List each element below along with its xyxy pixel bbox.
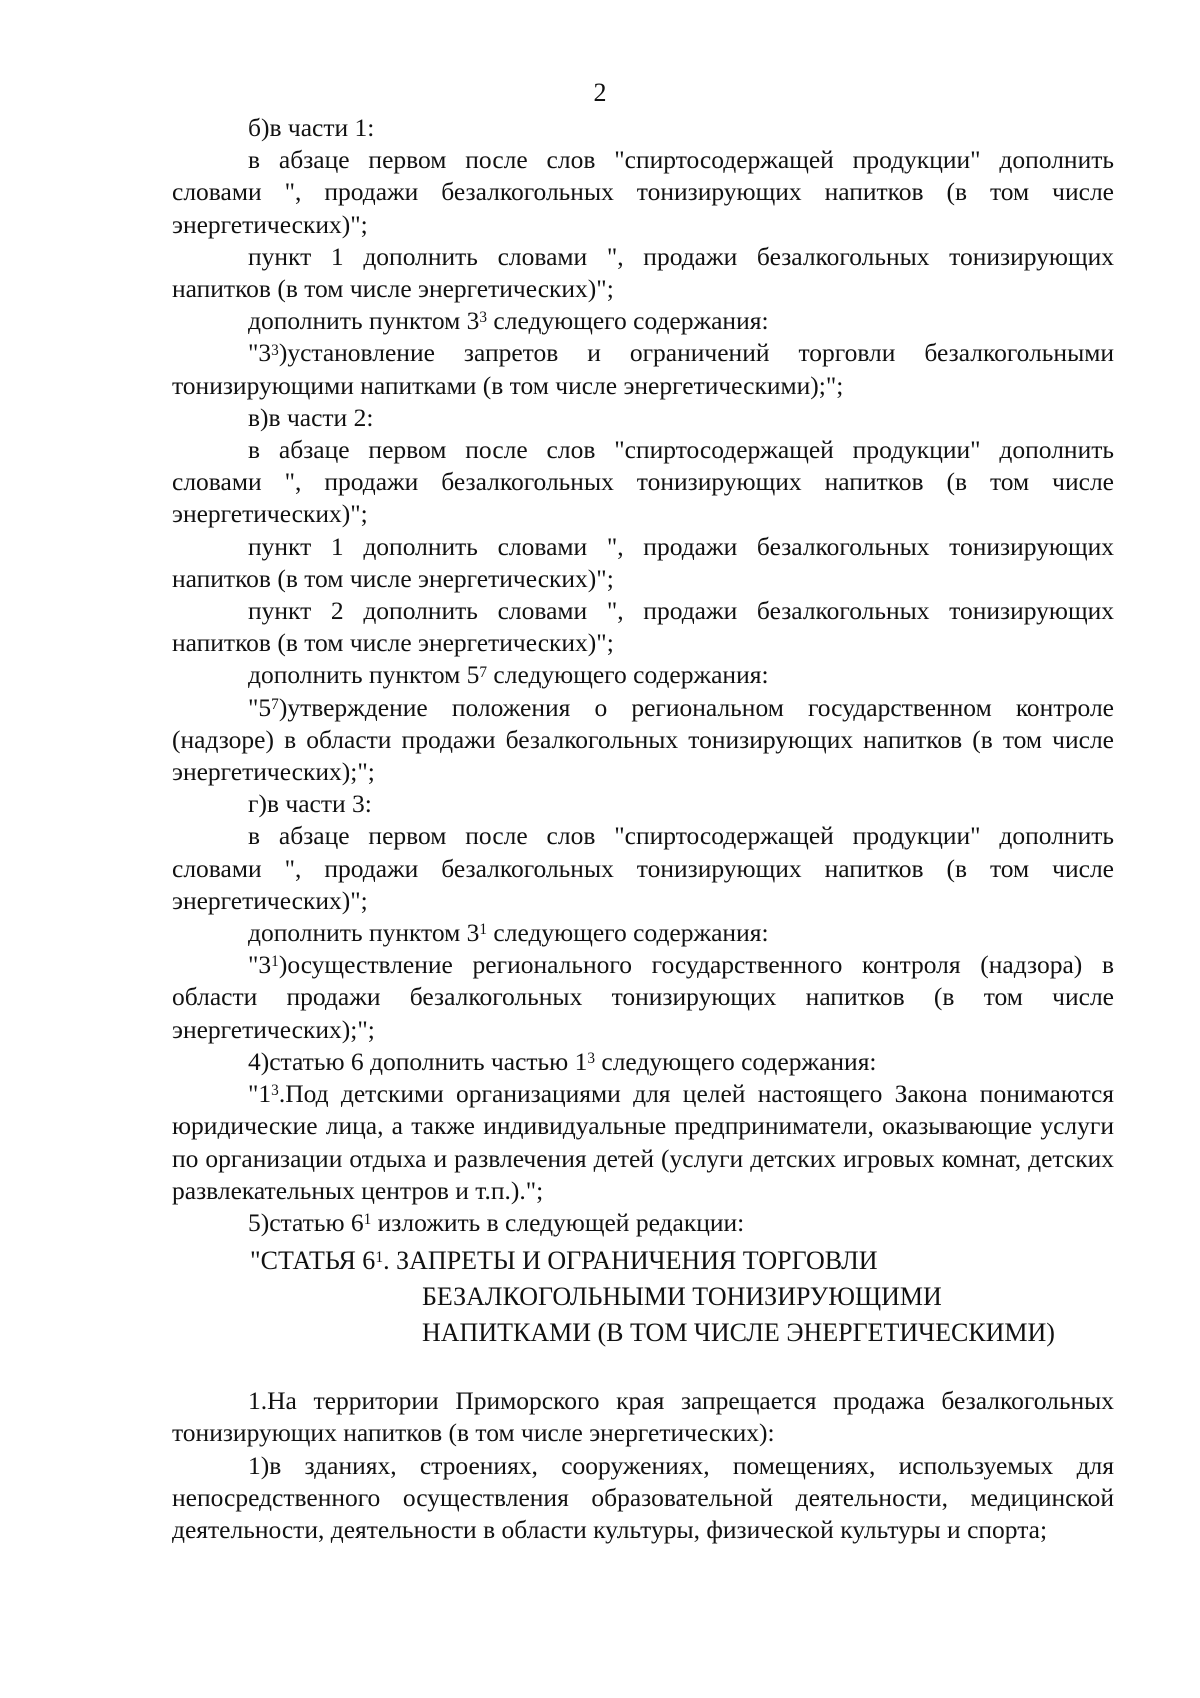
document-body bbox=[172, 112, 1114, 1546]
paragraph: г)в части 3: bbox=[248, 789, 372, 819]
article-heading-line: "СТАТЬЯ $6^1$. ЗАПРЕТЫ И ОГРАНИЧЕНИЯ ТОРГОВЛИ bbox=[250, 1246, 878, 1276]
paragraph: "$5^7)утверждение$ положения о региональном государственном контроле (надзоре) в области продажи безалкогольных тонизирующих напитков (в том числе энергетических);"; bbox=[172, 692, 1114, 787]
paragraph: 4)статью 6 дополнить частью $1^3$ следующего содержания: bbox=[248, 1046, 877, 1076]
article-heading-line: НАПИТКАМИ (В ТОМ ЧИСЛЕ ЭНЕРГЕТИЧЕСКИМИ) bbox=[422, 1318, 1055, 1348]
paragraph: в)в части 2: bbox=[248, 402, 374, 432]
paragraph: дополнить пунктом $3^1$ следующего содержания: bbox=[248, 918, 769, 948]
paragraph: в абзаце первом после слов "спиртосодержащей продукции" дополнить словами ", продажи безалкогольных тонизирующих напитков (в том числе энергетических)"; bbox=[172, 435, 1114, 529]
heading-spacer bbox=[172, 1351, 1114, 1385]
paragraph: пункт 1 дополнить словами ", продажи безалкогольных тонизирующих напитков (в том числе энергетических)"; bbox=[172, 241, 1114, 304]
paragraph: в абзаце первом после слов "спиртосодержащей продукции" дополнить словами ", продажи безалкогольных тонизирующих напитков (в том числе энергетических)"; bbox=[172, 821, 1114, 915]
paragraph: б)в части 1: bbox=[248, 113, 375, 142]
article-heading bbox=[172, 1243, 1114, 1351]
paragraph: 1)в зданиях, строениях, сооружениях, помещениях, используемых для непосредственного осуществления образовательной деятельности, медицинской деятельности, деятельности в области культуры, физической культуры и спорта; bbox=[172, 1450, 1114, 1544]
paragraph: 5)статью $6^1$ изложить в следующей редакции: bbox=[248, 1207, 745, 1237]
paragraph: "$1^3.Под$ детскими организациями для целей настоящего Закона понимаются юридические лица, а также индивидуальные предприниматели, оказывающие услуги по организации отдыха и развлечения детей (услуги детских игровых комнат, детских развлекательных центров и т.п.)."; bbox=[172, 1079, 1114, 1205]
article-heading-line: БЕЗАЛКОГОЛЬНЫМИ ТОНИЗИРУЮЩИМИ bbox=[422, 1282, 942, 1312]
paragraph: пункт 2 дополнить словами ", продажи безалкогольных тонизирующих напитков (в том числе энергетических)"; bbox=[172, 596, 1114, 658]
paragraph: в абзаце первом после слов "спиртосодержащей продукции" дополнить словами ", продажи безалкогольных тонизирующих напитков (в том числе энергетических)"; bbox=[172, 145, 1114, 239]
paragraph: "$3^3)установление$ запретов и ограничений торговли безалкогольными тонизирующими напитками (в том числе энергетическими);"; bbox=[172, 338, 1114, 400]
paragraph: пункт 1 дополнить словами ", продажи безалкогольных тонизирующих напитков (в том числе энергетических)"; bbox=[172, 531, 1114, 593]
paragraph: дополнить пунктом $5^7$ следующего содержания: bbox=[248, 660, 769, 690]
paragraph: 1.На территории Приморского края запрещается продажа безалкогольных тонизирующих напитков (в том числе энергетических): bbox=[172, 1386, 1114, 1448]
page-number: 2 bbox=[593, 78, 607, 107]
paragraph: "$3^1)осуществление$ регионального государственного контроля (надзора) в области продажи безалкогольных тонизирующих напитков (в том числе энергетических);"; bbox=[172, 950, 1114, 1044]
paragraph: дополнить пунктом $3^3$ следующего содержания: bbox=[248, 306, 769, 336]
